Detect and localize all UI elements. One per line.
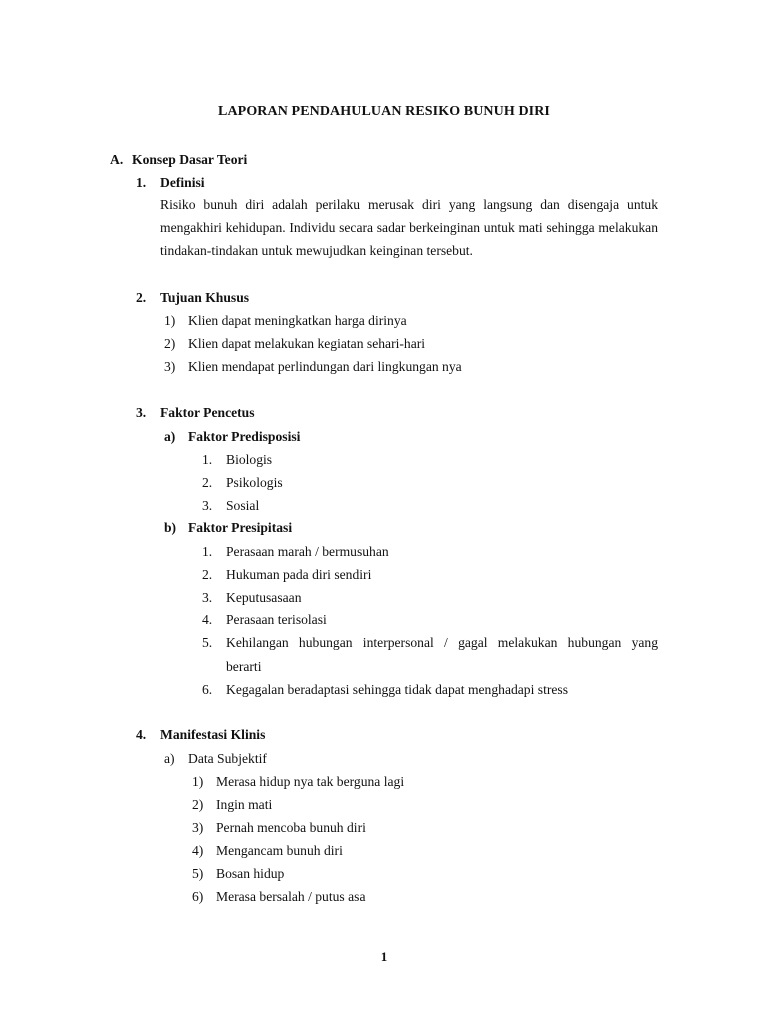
subjektif-item-marker: 6) <box>192 889 204 904</box>
predisposisi-item-text: Psikologis <box>226 475 283 490</box>
faktor-number: 3. <box>136 405 147 420</box>
subjektif-heading: Data Subjektif <box>188 751 267 766</box>
presipitasi-item-marker: 5. <box>202 635 213 650</box>
subjektif-item-marker: 2) <box>192 797 204 812</box>
subjektif-item-marker: 3) <box>192 820 204 835</box>
definisi-number: 1. <box>136 175 147 190</box>
subjektif-item-text: Pernah mencoba bunuh diri <box>216 820 366 835</box>
predisposisi-marker: a) <box>164 429 176 444</box>
presipitasi-marker: b) <box>164 520 177 535</box>
predisposisi-item-text: Sosial <box>226 498 260 513</box>
subjektif-item-text: Merasa hidup nya tak berguna lagi <box>216 774 405 789</box>
predisposisi-item-text: Biologis <box>226 452 273 467</box>
tujuan-heading: Tujuan Khusus <box>160 290 250 305</box>
presipitasi-item-text: Kegagalan beradaptasi sehingga tidak dapat menghadapi stress <box>226 682 568 697</box>
presipitasi-item-marker: 3. <box>202 590 213 605</box>
presipitasi-item-text: Perasaan marah / bermusuhan <box>226 544 389 559</box>
tujuan-item-text: Klien mendapat perlindungan dari lingkungan nya <box>188 359 462 374</box>
presipitasi-item-marker: 1. <box>202 544 213 559</box>
faktor-heading: Faktor Pencetus <box>160 405 255 420</box>
tujuan-item-marker: 1) <box>164 313 176 328</box>
subjektif-item-text: Ingin mati <box>216 797 273 812</box>
predisposisi-item-marker: 2. <box>202 475 213 490</box>
tujuan-item-text: Klien dapat meningkatkan harga dirinya <box>188 313 407 328</box>
definisi-heading: Definisi <box>160 175 205 190</box>
presipitasi-heading: Faktor Presipitasi <box>188 520 293 535</box>
document-title: LAPORAN PENDAHULUAN RESIKO BUNUH DIRI <box>218 104 550 119</box>
tujuan-item-text: Klien dapat melakukan kegiatan sehari-hari <box>188 336 426 351</box>
tujuan-item-marker: 2) <box>164 336 176 351</box>
definisi-paragraph: Risiko bunuh diri adalah perilaku merusak diri yang langsung dan disengaja untuk mengakhiri kehidupan. Individu secara sadar berkeinginan untuk mati sehingga melakukan tindakan-tindakan untuk mewujudkan keinginan tersebut. <box>160 197 658 258</box>
manifestasi-number: 4. <box>136 727 147 742</box>
presipitasi-item-marker: 6. <box>202 682 213 697</box>
predisposisi-item-marker: 3. <box>202 498 213 513</box>
subjektif-item-text: Bosan hidup <box>216 866 285 881</box>
subjektif-item-marker: 1) <box>192 774 204 789</box>
presipitasi-item-marker: 2. <box>202 567 213 582</box>
section-a-heading: Konsep Dasar Teori <box>132 152 248 167</box>
page-number: 1 <box>380 949 388 964</box>
subjektif-item-marker: 4) <box>192 843 204 858</box>
subjektif-item-text: Merasa bersalah / putus asa <box>216 889 366 904</box>
presipitasi-item-marker: 4. <box>202 612 213 627</box>
presipitasi-item-text: Perasaan terisolasi <box>226 612 327 627</box>
presipitasi-item-continuation: berarti <box>226 659 262 674</box>
tujuan-number: 2. <box>136 290 147 305</box>
subjektif-marker: a) <box>164 751 175 766</box>
predisposisi-heading: Faktor Predisposisi <box>188 429 301 444</box>
manifestasi-heading: Manifestasi Klinis <box>160 727 266 742</box>
section-a-marker: A. <box>110 152 124 167</box>
presipitasi-item-text: Keputusasaan <box>226 590 302 605</box>
presipitasi-item-text: Kehilangan hubungan interpersonal / gagal melakukan hubungan yang <box>226 635 658 650</box>
presipitasi-item-text: Hukuman pada diri sendiri <box>226 567 372 582</box>
subjektif-item-marker: 5) <box>192 866 204 881</box>
subjektif-item-text: Mengancam bunuh diri <box>216 843 343 858</box>
predisposisi-item-marker: 1. <box>202 452 213 467</box>
tujuan-item-marker: 3) <box>164 359 176 374</box>
